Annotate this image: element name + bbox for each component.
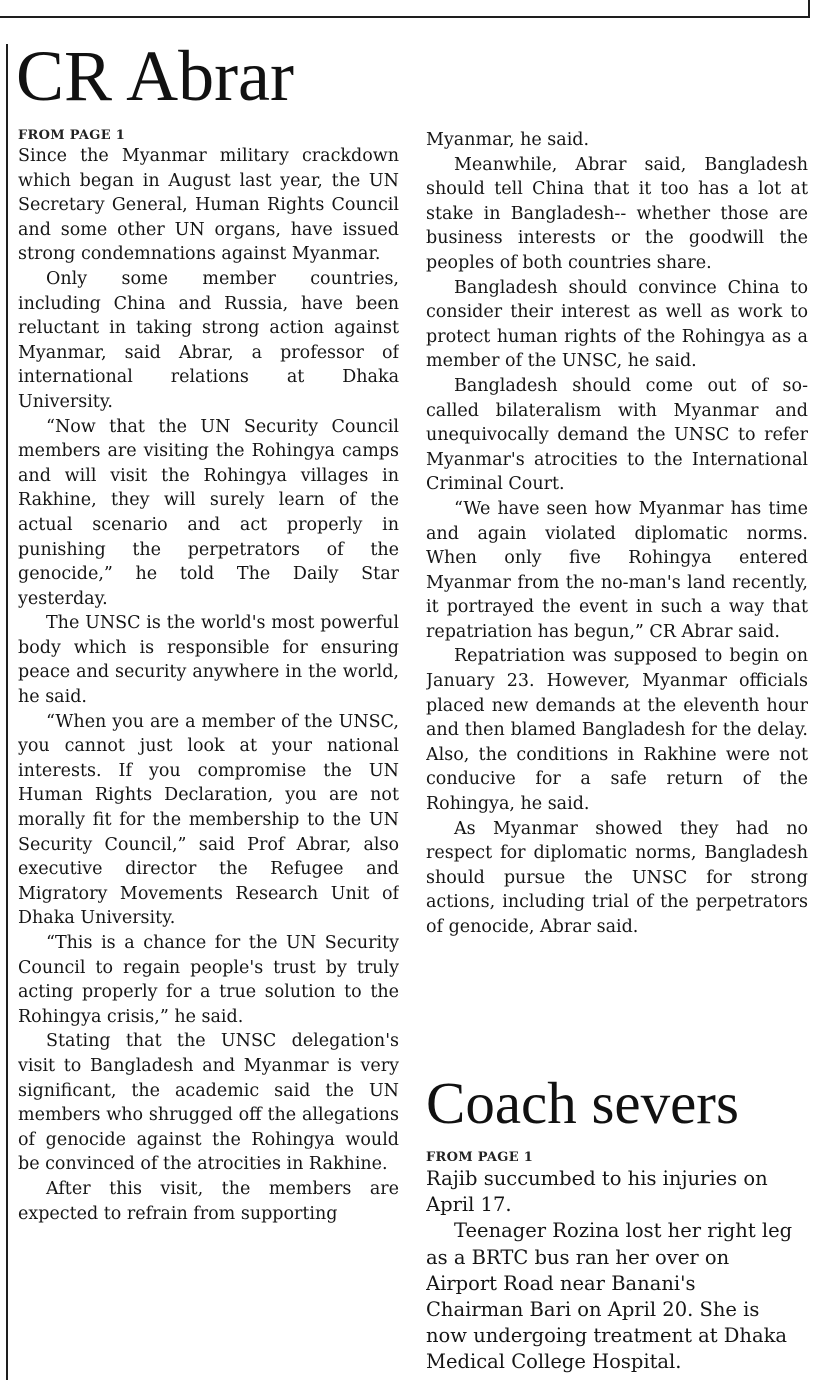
- article-paragraph: As Myanmar showed they had no respect for diplomatic norms, Bangladesh should pursue the UNSC for strong actions, including trial of the perpetrators of genocide, Abrar said.: [426, 818, 808, 937]
- second-article-body: [426, 1150, 798, 1388]
- second-article-paragraph: Teenager Rozina lost her right leg as a BRTC bus ran her over on Airport Road near Banani's Chairman Bari on April 20. She is now undergoing treatment at Dhaka Medical College Hospital.: [426, 1219, 793, 1374]
- article-paragraph: “Now that the UN Security Council members are visiting the Rohingya camps and will visit the Rohingya villages in Rakhine, they will surely learn of the actual scenario and act properly in punishing the perpetrators of the genocide,” he told The Daily Star yesterday.: [18, 416, 399, 609]
- article-kicker: FROM PAGE 1: [18, 128, 126, 143]
- top-rule: [0, 16, 810, 18]
- article-left-column: [18, 128, 399, 1383]
- article-paragraph: Repatriation was supposed to begin on January 23. However, Myanmar officials placed new demands at the eleventh hour and then blamed Bangladesh for the delay. Also, the conditions in Rakhine were not conducive for a safe return of the Rohingya, he said.: [426, 646, 808, 815]
- article-paragraph: “This is a chance for the UN Security Council to regain people's trust by truly acting properly for a true solution to the Rohingya crisis,” he said.: [18, 933, 399, 1027]
- article-paragraph: After this visit, the members are expected to refrain from supporting: [18, 1178, 399, 1224]
- top-right-rule: [808, 0, 810, 18]
- second-article-headline: Coach severs: [426, 1070, 739, 1136]
- article-paragraph: The UNSC is the world's most powerful body which is responsible for ensuring peace and security anywhere in the world, he said.: [18, 613, 399, 708]
- article-headline: CR Abrar: [16, 36, 294, 116]
- second-article-kicker: FROM PAGE 1: [426, 1150, 534, 1165]
- article-paragraph: “When you are a member of the UNSC, you cannot just look at your national interests. If you compromise the UN Human Rights Declaration, you are not morally fit for the membership to the UN Security Council,” said Prof Abrar, also executive director the Refugee and Migratory Movements Research Unit of Dhaka University.: [18, 711, 399, 929]
- article-paragraph: “We have seen how Myanmar has time and again violated diplomatic norms. When only five Rohingya entered Myanmar from the no-man's land recently, it portrayed the event in such a way that repatriation has begun,” CR Abrar said.: [426, 498, 808, 642]
- article-right-column: [426, 128, 808, 1060]
- left-column-border: [6, 44, 8, 1380]
- article-paragraph: Only some member countries, including China and Russia, have been reluctant in taking strong action against Myanmar, said Abrar, a professor of international relations at Dhaka University.: [18, 268, 399, 412]
- article-paragraph: Myanmar, he said.: [426, 130, 590, 150]
- article-paragraph: Bangladesh should come out of so-called bilateralism with Myanmar and unequivocally demand the UNSC to refer Myanmar's atrocities to the International Criminal Court.: [426, 375, 808, 495]
- article-paragraph: Bangladesh should convince China to consider their interest as well as work to protect human rights of the Rohingya as a member of the UNSC, he said.: [426, 277, 808, 372]
- article-paragraph: Stating that the UNSC delegation's visit to Bangladesh and Myanmar is very significant, the academic said the UN members who shrugged off the allegations of genocide against the Rohingya would be convinced of the atrocities in Rakhine.: [18, 1031, 399, 1175]
- article-paragraph: Since the Myanmar military crackdown which began in August last year, the UN Secretary General, Human Rights Council and some other UN organs, have issued strong condemnations against Myanmar.: [18, 146, 399, 265]
- article-paragraph: Meanwhile, Abrar said, Bangladesh should tell China that it too has a lot at stake in Bangladesh-- whether those are business interests or the goodwill the peoples of both countries share.: [426, 154, 808, 273]
- second-article-paragraph: Rajib succumbed to his injuries on April 17.: [426, 1167, 768, 1217]
